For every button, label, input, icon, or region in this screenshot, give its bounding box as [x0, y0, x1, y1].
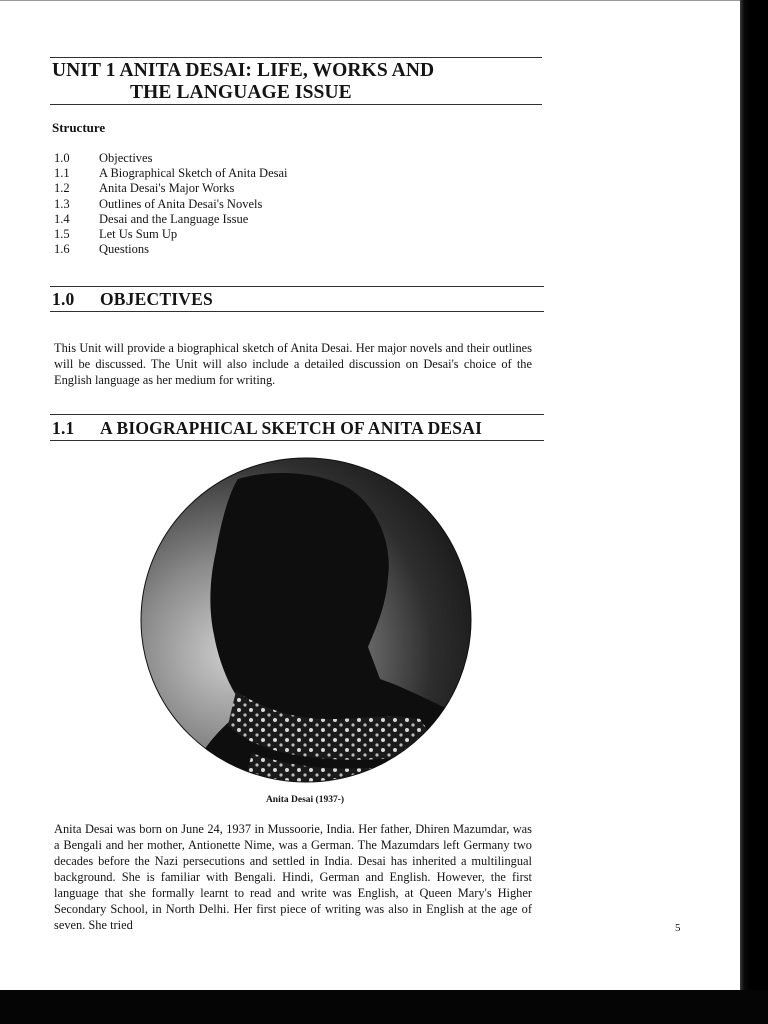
item-label: Desai and the Language Issue [99, 211, 249, 226]
section-number: 1.0 [52, 289, 75, 309]
list-item [54, 166, 288, 181]
section-title: A BIOGRAPHICAL SKETCH OF ANITA DESAI [100, 418, 483, 438]
item-label: A Biographical Sketch of Anita Desai [99, 166, 288, 181]
list-item [54, 197, 288, 212]
list-item [54, 242, 288, 257]
item-number: 1.4 [54, 211, 70, 226]
objectives-bottom-rule [50, 311, 544, 312]
item-label: Let Us Sum Up [99, 227, 178, 242]
structure-label: Structure [52, 120, 106, 135]
item-label: Anita Desai's Major Works [99, 181, 235, 196]
item-number: 1.1 [54, 166, 70, 181]
list-item [54, 227, 288, 242]
title-top-rule [50, 57, 542, 58]
unit-title-line-2: THE LANGUAGE ISSUE [130, 82, 352, 103]
item-number: 1.5 [54, 227, 70, 242]
biography-top-rule [50, 414, 544, 415]
biography-bottom-rule [50, 440, 544, 441]
list-item [54, 181, 288, 196]
biography-heading [52, 418, 482, 439]
portrait-image [140, 457, 472, 783]
page-number: 5 [675, 922, 681, 934]
item-label: Questions [99, 242, 149, 257]
scan-right-border [740, 0, 768, 990]
portrait-caption: Anita Desai (1937-) [265, 795, 345, 805]
scan-bottom-border [0, 990, 768, 1024]
list-item [54, 151, 288, 166]
page-top-edge [0, 0, 740, 6]
item-label: Outlines of Anita Desai's Novels [99, 196, 263, 211]
biography-paragraph: Anita Desai was born on June 24, 1937 in Mussoorie, India. Her father, Dhiren Mazumdar, was a Bengali and her mother, Antionette Nime, was a German. The Mazumdars left Germany two decades before the Nazi persecutions and settled in India. Desai has inherited a multilingual background. She is familiar with Bengali. Hindi, German and English. However, the first language that she formally learnt to read and write was English, at Queen Mary's Higher Secondary School, in North Delhi. Her first piece of writing was also in English at the age of seven. She tried [54, 822, 532, 932]
item-number: 1.6 [54, 242, 70, 257]
unit-title-line-1: UNIT 1 ANITA DESAI: LIFE, WORKS AND [52, 60, 435, 81]
section-number: 1.1 [52, 418, 75, 438]
section-title: OBJECTIVES [100, 289, 213, 309]
structure-list [54, 151, 288, 257]
objectives-paragraph: This Unit will provide a biographical sketch of Anita Desai. Her major novels and their outlines will be discussed. The Unit will also include a detailed discussion on Desai's choice of the English language as her medium for writing. [54, 341, 532, 387]
title-bottom-rule [50, 104, 542, 105]
item-number: 1.3 [54, 196, 70, 211]
item-label: Objectives [99, 151, 153, 165]
item-number: 1.0 [54, 151, 70, 165]
objectives-top-rule [50, 286, 544, 287]
unit-title [52, 60, 552, 104]
objectives-heading [52, 289, 213, 310]
item-number: 1.2 [54, 181, 70, 196]
list-item [54, 212, 288, 227]
